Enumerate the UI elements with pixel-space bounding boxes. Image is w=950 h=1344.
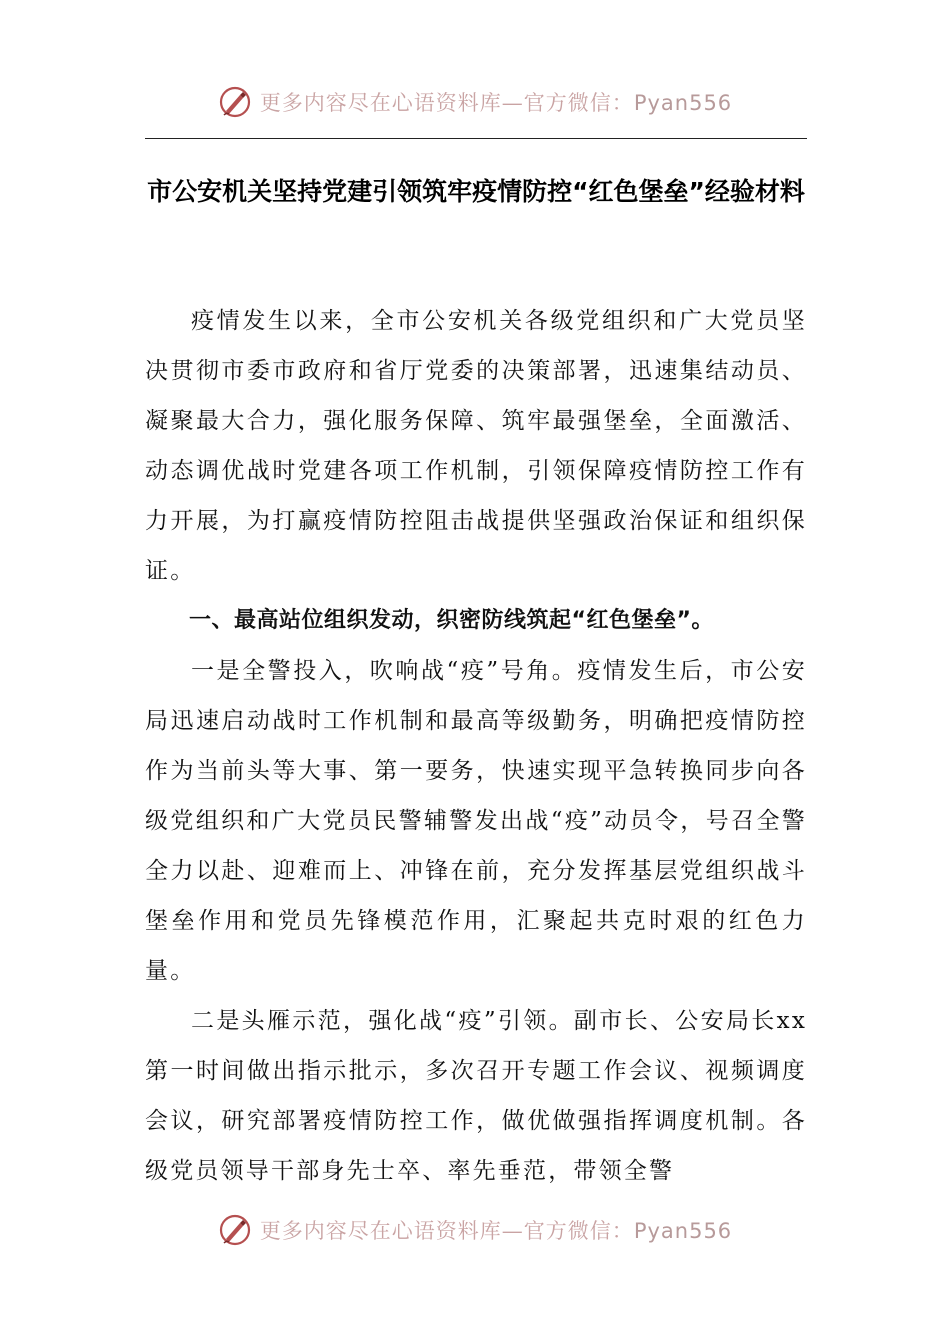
- header-watermark: [0, 82, 950, 122]
- watermark-text: [260, 87, 732, 117]
- document-body: [145, 296, 807, 1196]
- document-title: 市公安机关坚持党建引领筑牢疫情防控“红色堡垒”经验材料: [147, 177, 805, 206]
- section-paragraph-1: 一是全警投入，吹响战“疫”号角。疫情发生后，市公安局迅速启动战时工作机制和最高等级勤务，明确把疫情防控作为当前头等大事、第一要务，快速实现平急转换同步向各级党组织和广大党员民警辅警发出战“疫”动员令，号召全警全力以赴、迎难而上、冲锋在前，充分发挥基层党组织战斗堡垒作用和党员先锋模范作用，汇聚起共克时艰的红色力量。: [145, 658, 807, 984]
- watermark-cn-text: 更多内容尽在心语资料库—官方微信：: [259, 91, 634, 115]
- footer-watermark: [0, 1210, 950, 1250]
- section-paragraph-2: 二是头雁示范，强化战“疫”引领。副市长、公安局长xx第一时间做出指示批示，多次召开专题工作会议、视频调度会议，研究部署疫情防控工作，做优做强指挥调度机制。各级党员领导干部身先士卒、率先垂范，带领全警: [145, 1008, 807, 1184]
- watermark-wechat-id: Pyan556: [633, 91, 733, 115]
- pen-logo-icon: [218, 1213, 252, 1247]
- header-divider: [145, 138, 807, 139]
- intro-paragraph: 疫情发生以来，全市公安机关各级党组织和广大党员坚决贯彻市委市政府和省厅党委的决策部署，迅速集结动员、凝聚最大合力，强化服务保障、筑牢最强堡垒，全面激活、动态调优战时党建各项工作机制，引领保障疫情防控工作有力开展，为打赢疫情防控阻击战提供坚强政治保证和组织保证。: [145, 308, 807, 584]
- watermark-text: [260, 1215, 732, 1245]
- section-heading: 一、最高站位组织发动，织密防线筑起“红色堡垒”。: [189, 608, 714, 633]
- watermark-wechat-id: Pyan556: [633, 1219, 733, 1243]
- watermark-cn-text: 更多内容尽在心语资料库—官方微信：: [259, 1219, 634, 1243]
- pen-logo-icon: [218, 85, 252, 119]
